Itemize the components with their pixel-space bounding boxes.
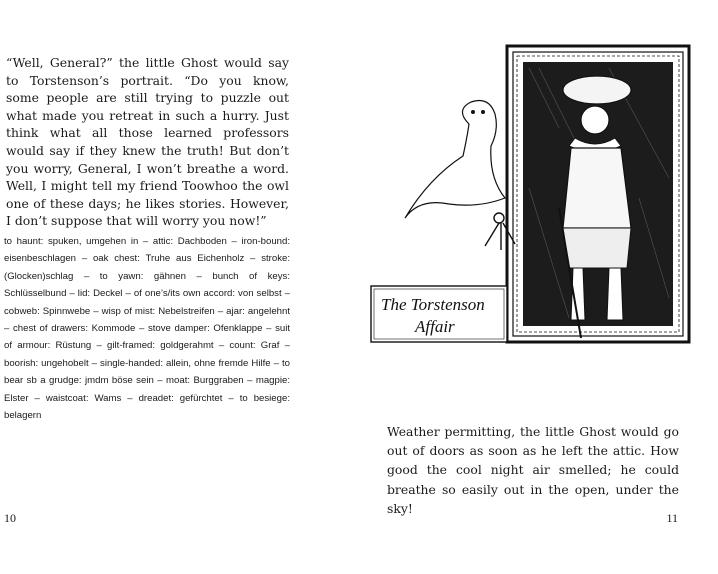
story-paragraph: “Well, General?” the little Ghost would say to Torstenson’s portrait. “Do you know, some people are still trying to puzzle out what made you retreat in such a hurry. Just think what all those learned professors would say if they knew the truth! But don’t you worry, General, I won’t breathe a word. Well, I might tell my friend Toowhoo the owl one of these days; he likes stories. However, I don’t suppose that will worry you now!” bbox=[6, 55, 289, 229]
right-page bbox=[359, 0, 718, 574]
caption-title-line2: Affair bbox=[415, 317, 455, 336]
story-paragraph-right: Weather permitting, the little Ghost would go out of doors as soon as he left the attic. How good the cool night air smelled; he could breathe so easily out in the open, under the sky! bbox=[387, 424, 679, 516]
page-number-left: 10 bbox=[4, 511, 16, 525]
page-number-right: 11 bbox=[666, 511, 678, 525]
portrait-illustration bbox=[359, 38, 718, 388]
caption-title-line1: The Torstenson bbox=[381, 295, 485, 314]
vocabulary-glossary: to haunt: spuken, umgehen in – attic: Dachboden – iron-bound: eisenbeschlagen – oak chest: Truhe aus Eichenholz – stroke: (Glocken)schlag – to yawn: gähnen – bunch of keys: Schlüsselbund – lid: Deckel – of one’s/its own accord: von selbst – cobweb: Spinnwebe – wisp of mist: Nebelstreifen – ajar: angelehnt – chest of drawers: Kommode – stove damper: Ofenklappe – suit of armour: Rüstung – gilt-framed: goldgerahmt – count: Graf – boorish: ungehobelt – single-handed: allein, ohne fremde Hilfe – to bear sb a grudge: jmdm böse sein – moat: Burggraben – magpie: Elster – waistcoat: Wams – dreadet: gefürchtet – to besiege: belagern bbox=[4, 236, 290, 422]
